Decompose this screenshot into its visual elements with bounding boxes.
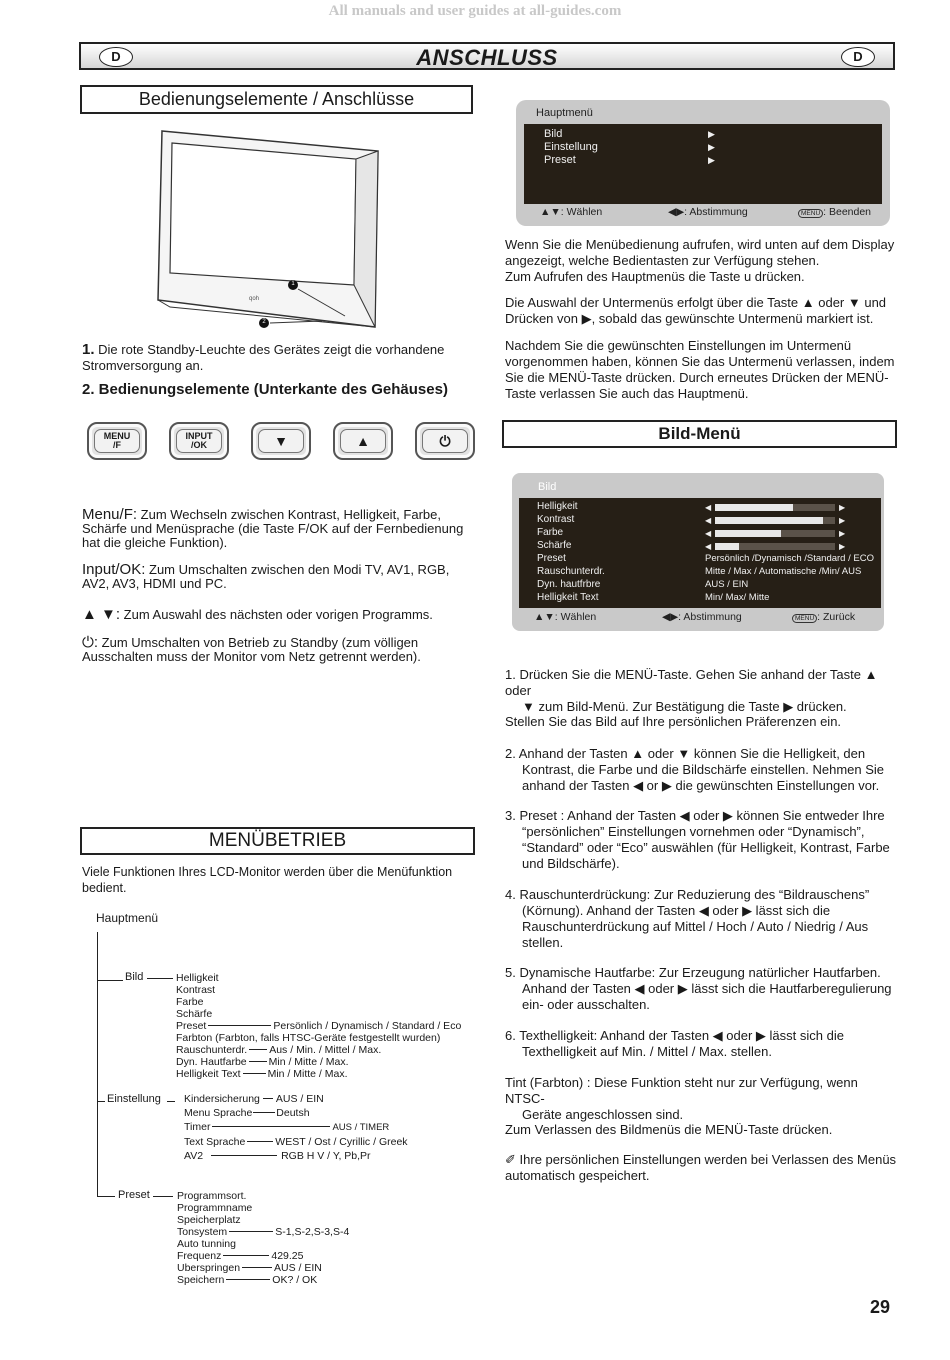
down-arrow-icon: ▼ [274, 432, 288, 449]
desc-input-text: Zum Umschalten zwischen den Modi TV, AV1, RGB, AV2, AV3, HDMI und PC. [82, 562, 450, 591]
tree-hell-val: Min / Mitte / Max. [267, 1068, 348, 1080]
osd-bild-row-value: AUS / EIN [705, 579, 749, 590]
osd-main-item-einstellung: Einstellung [544, 141, 598, 153]
tree-programmsort: Programmsort. [177, 1190, 247, 1202]
tree-frequenz: Frequenz [177, 1250, 222, 1262]
tree-text-sprache-val: WEST / Ost / Cyrillic / Greek [275, 1136, 408, 1148]
tint-a: Tint (Farbton) : Diese Funktion steht nur zur Verfügung, wenn NTSC- [505, 1075, 858, 1106]
step2-b: Kontrast, die Farbe und die Bildschärfe einstellen. Nehmen Sie anhand der Tasten ◀ or ▶ die gewünschten Einstellungen vor. [522, 762, 885, 793]
right-arrow-icon: ▶ [839, 529, 846, 538]
step5-b: Anhand der Tasten ◀ oder ▶ lässt sich die Hautfarberegulierung ein- oder ausschalten. [522, 981, 892, 1012]
tree-av2: AV2 [184, 1150, 204, 1162]
osd-main-footer-select: ▲▼: Wählen [540, 206, 603, 218]
left-arrow-icon: ◀ [705, 503, 712, 512]
osd-main-play-icons: ▶ ▶ ▶ [708, 129, 715, 165]
tint-b: Geräte angeschlossen sind. [522, 1107, 684, 1122]
tree-kinder-val: AUS / EIN [275, 1093, 324, 1105]
desc-arrows [82, 607, 474, 623]
desc-menu [82, 508, 474, 550]
updown-icon: ▲▼ [534, 611, 555, 623]
osd-main-footer-exit: MENU : Beenden [798, 206, 871, 218]
tree-tonsystem: Tonsystem [177, 1226, 228, 1238]
desc-input [82, 563, 474, 591]
page-title: ANSCHLUSS [416, 45, 558, 70]
step5-a: 5. Dynamische Hautfarbe: Zur Erzeugung natürlicher Hautfarben. [505, 965, 881, 980]
tree-haut-val: Min / Mitte / Max. [268, 1056, 349, 1068]
tree-branch-line [97, 1196, 115, 1197]
step1-a: 1. Drücken Sie die MENÜ-Taste. Gehen Sie anhand der Taste ▲ oder [505, 667, 878, 698]
osd-bild-menu [512, 473, 884, 631]
callout-1: 1 [291, 281, 295, 287]
osd-bild-row-value: Min/ Max/ Mitte [705, 592, 770, 603]
tree-menu-sprache-val: Deutsh [276, 1107, 310, 1119]
section-title-bild-menu: Bild-Menü [502, 420, 897, 448]
tree-text-sprache: Text Sprache [184, 1136, 246, 1148]
tree-branch-line [167, 1101, 175, 1102]
step-preferences: Stellen Sie das Bild auf Ihre persönlichen Präferenzen ein. [505, 714, 842, 729]
tree-preset: Preset [176, 1020, 207, 1032]
tree-speichern-val: OK? / OK [272, 1274, 318, 1286]
step1-b: ▼ zum Bild-Menü. Zur Bestätigung die Taste ▶ drücken. [522, 699, 847, 714]
osd-bild-row-value: Mitte / Max / Automatische /Min/ AUS [705, 566, 862, 577]
down-button[interactable] [251, 422, 311, 460]
menu-badge-icon: MENU [798, 209, 823, 218]
tree-branch-line [97, 1101, 105, 1102]
tree-auto-tunning: Auto tunning [177, 1238, 236, 1250]
up-button[interactable] [333, 422, 393, 460]
tree-ueberspringen: Uberspringen [177, 1262, 241, 1274]
step3 [505, 808, 897, 872]
step2 [505, 746, 897, 794]
step4-b: (Körnung). Anhand der Tasten ◀ oder ▶ lässt sich die Rauschunterdrückung auf Mittel / Hoch / Auto / Niedrig / Aus stellen. [522, 903, 869, 950]
osd-slider-fill [715, 517, 823, 524]
item1-text [82, 342, 472, 374]
tree-einstellung-items [184, 1092, 408, 1163]
osd-bild-footer-back: MENU : Zurück [792, 611, 855, 623]
osd-bild-row-label: Helligkeit Text [537, 592, 599, 603]
tree-bild: Bild [125, 971, 144, 983]
osd-bild-row-label: Helligkeit [537, 501, 578, 512]
pencil-icon: ✐ [505, 1152, 516, 1167]
osd-bild-row-value: Persönlich /Dynamisch /Standard / ECO [705, 553, 874, 564]
osd-slider-fill [715, 543, 739, 550]
tree-preset-branch: Preset [118, 1189, 150, 1201]
osd-main-item-preset: Preset [544, 154, 576, 166]
watermark: All manuals and user guides at all-guides.com [328, 3, 622, 19]
tv-brand-logo: qoh [249, 296, 260, 302]
right-para2: Die Auswahl der Untermenüs erfolgt über die Taste ▲ oder ▼ und Drücken von ▶, sobald das gewünschte Untermenü markiert ist. [505, 295, 887, 326]
tree-farbton: Farbton (Farbton, falls HTSC-Geräte festgestellt wurden) [176, 1032, 441, 1044]
save-note-text: Ihre persönlichen Einstellungen werden bei Verlassen des Menüs automatisch gespeichert. [505, 1152, 897, 1183]
osd-bild-row-label: Dyn. hautfrbre [537, 579, 601, 590]
section-title-controls: Bedienungselemente / Anschlüsse [80, 85, 473, 114]
step4-a: 4. Rauschunterdrückung: Zur Reduzierung des “Bildrauschens” [505, 887, 870, 902]
step2-a: 2. Anhand der Tasten ▲ oder ▼ können Sie die Helligkeit, den [505, 746, 866, 761]
right-para1-b: Zum Aufrufen des Hauptmenüs die Taste u drücken. [505, 269, 805, 284]
desc-input-key: Input/OK: [82, 561, 146, 578]
right-arrow-icon: ▶ [839, 516, 846, 525]
step3-a: 3. Preset : Anhand der Tasten ◀ oder ▶ können Sie entweder Ihre [505, 808, 885, 823]
left-language-badge: D [99, 47, 133, 67]
tree-bild-items [176, 972, 461, 1080]
osd-main-menu [516, 100, 890, 226]
desc-arrows-key: ▲ ▼: [82, 606, 121, 623]
tree-rausch: Rauschunterdr. [176, 1044, 248, 1056]
osd-bild-footer-select: ▲▼: Wählen [534, 611, 597, 623]
step1 [505, 667, 897, 715]
left-arrow-icon: ◀ [705, 542, 712, 551]
step4 [505, 887, 897, 951]
tree-haut-row [176, 1056, 461, 1068]
osd-slider-fill [715, 504, 793, 511]
step6-b: Texthelligkeit auf Min. / Mittel / Max. stellen. [522, 1044, 772, 1059]
menu-f-label-2: /F [113, 440, 121, 450]
page-number: 29 [870, 1297, 891, 1317]
section-title-menu: MENÜBETRIEB [80, 827, 475, 855]
leftright-icon: ◀▶ [668, 206, 685, 218]
menu-f-label-1: MENU [103, 431, 131, 441]
tree-ueberspringen-val: AUS / EIN [274, 1262, 322, 1274]
tree-preset-items [177, 1190, 349, 1286]
tree-einstellung: Einstellung [107, 1093, 161, 1105]
tree-preset-val: Persönlich / Dynamisch / Standard / Eco [273, 1020, 462, 1032]
menu-f-button[interactable] [87, 422, 147, 460]
right-para1-a: Wenn Sie die Menübedienung aufrufen, wird unten auf dem Display angezeigt, welche Bedientasten zur Verfügung stehen. [505, 237, 895, 268]
menu-badge-icon: MENU [792, 614, 817, 623]
step5 [505, 965, 897, 1013]
osd-bild-row-label: Kontrast [537, 514, 575, 525]
right-language-badge: D [841, 47, 875, 67]
osd-main-panel [524, 124, 882, 204]
item2-title: 2. Bedienungselemente (Unterkante des Gehäuses) [82, 381, 448, 398]
right-para3: Nachdem Sie die gewünschten Einstellungen im Untermenü vorgenommen haben, können Sie das Untermenü verlassen, indem Sie die MENÜ-Taste drücken. Durch erneutes Drücken der MENÜ-Taste verlassen Sie auch das Hauptmenü. [505, 338, 895, 401]
tree-programmname: Programmname [177, 1202, 253, 1214]
tree-schaerfe: Schärfe [176, 1008, 213, 1020]
right-arrow-icon: ▶ [839, 542, 846, 551]
power-icon: ⏻ [439, 432, 451, 449]
tint-note [505, 1075, 897, 1123]
step6 [505, 1028, 897, 1060]
tree-farbe: Farbe [176, 996, 204, 1008]
desc-menu-key: Menu/F: [82, 506, 138, 523]
tree-timer-val: AUS / TIMER [332, 1122, 390, 1133]
left-arrow-icon: ◀ [705, 529, 712, 538]
osd-bild-footer-adjust: ◀▶: Abstimmung [662, 611, 742, 623]
tree-frequenz-val: 429.25 [271, 1250, 304, 1262]
tree-hell-row [176, 1068, 461, 1080]
tree-speicherplatz: Speicherplatz [177, 1214, 241, 1226]
callout-2: 2 [262, 319, 266, 325]
osd-bild-row-label: Farbe [537, 527, 564, 538]
osd-bild-row-label: Rauschunterdr. [537, 566, 605, 577]
tree-root: Hauptmenü [96, 911, 159, 925]
tv-illustration [150, 125, 390, 335]
exit-note: Zum Verlassen des Bildmenüs die MENÜ-Taste drücken. [505, 1122, 833, 1137]
tree-av2-val: RGB H V / Y, Pb,Pr [281, 1150, 371, 1162]
item1-description: Die rote Standby-Leuchte des Gerätes zeigt die vorhandene Stromversorgung an. [82, 342, 445, 373]
tree-helligkeit: Helligkeit [176, 972, 219, 984]
left-arrow-icon: ◀ [705, 516, 712, 525]
tree-speichern: Speichern [177, 1274, 225, 1286]
desc-power-key: ⏻: [82, 634, 99, 651]
osd-main-item-bild: Bild [544, 128, 563, 140]
tree-haut: Dyn. Hautfarbe [176, 1056, 247, 1068]
input-ok-label-1: INPUT [185, 431, 213, 441]
tree-branch-line [147, 978, 173, 979]
tree-timer: Timer [184, 1121, 211, 1133]
tree-rausch-row [176, 1044, 461, 1056]
desc-power [82, 636, 474, 664]
item1-number: 1. [82, 341, 95, 358]
tree-branch-line [97, 980, 123, 981]
up-arrow-icon: ▲ [356, 432, 370, 449]
tree-kinder: Kindersicherung [184, 1093, 260, 1105]
tree-kontrast: Kontrast [176, 984, 216, 996]
input-ok-label-2: /OK [190, 440, 207, 450]
tree-trunk-line [97, 932, 98, 1197]
page-header [79, 42, 895, 70]
desc-menu-text: Zum Wechseln zwischen Kontrast, Helligkeit, Farbe, Schärfe und Menüsprache (die Taste F/OK auf der Fernbedienung hat die gleiche Funktion). [82, 507, 464, 550]
step6-a: 6. Texthelligkeit: Anhand der Tasten ◀ oder ▶ lässt sich die [505, 1028, 844, 1043]
desc-arrows-text: Zum Auswahl des nächsten oder vorigen Programms. [123, 607, 433, 622]
tree-tonsystem-val: S-1,S-2,S-3,S-4 [275, 1226, 350, 1238]
right-arrow-icon: ▶ [839, 503, 846, 512]
osd-bild-row-label: Schärfe [537, 540, 572, 551]
tree-preset-row [176, 1020, 461, 1032]
step3-b: “persönlichen” Einstellungen vornehmen oder “Dynamisch”, “Standard” oder “Eco” auswählen (für Helligkeit, Kontrast, Farbe und Bildschärfe). [522, 824, 890, 871]
menu-intro: Viele Funktionen Ihres LCD-Monitor werden über die Menüfunktion bedient. [82, 865, 453, 895]
tree-branch-line [153, 1196, 173, 1197]
tree-hell: Helligkeit Text [176, 1068, 241, 1080]
leftright-icon: ◀▶ [662, 611, 679, 623]
osd-bild-panel [519, 498, 881, 608]
right-para1 [505, 237, 895, 285]
tree-menu-sprache: Menu Sprache [184, 1107, 253, 1119]
osd-main-title: Hauptmenü [536, 107, 593, 119]
osd-bild-title: Bild [538, 481, 557, 493]
osd-slider-fill [715, 530, 781, 537]
osd-bild-row-label: Preset [537, 553, 566, 564]
updown-icon: ▲▼ [540, 206, 561, 218]
tree-rausch-val: Aus / Min. / Mittel / Max. [269, 1044, 382, 1056]
save-note [505, 1152, 897, 1184]
desc-power-text: Zum Umschalten von Betrieb zu Standby (zum völligen Ausschalten muss der Monitor vom Netz getrennt werden). [82, 635, 421, 664]
power-button[interactable] [415, 422, 475, 460]
input-ok-button[interactable] [169, 422, 229, 460]
osd-main-footer-adjust: ◀▶: Abstimmung [668, 206, 748, 218]
